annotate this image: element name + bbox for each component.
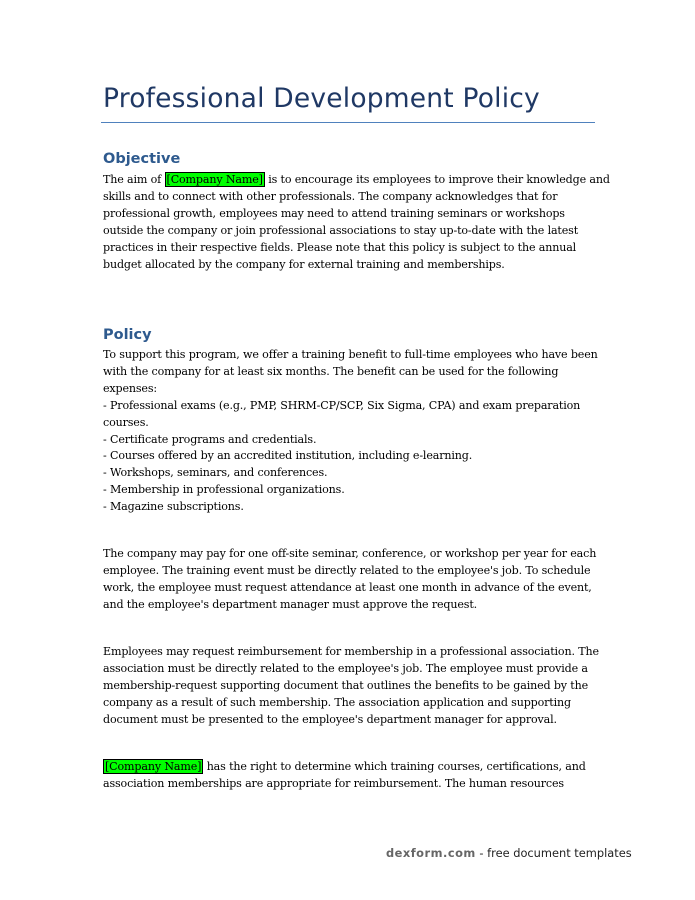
- line-text: The aim of: [103, 173, 165, 186]
- paragraph-line: practices in their respective fields. Please note that this policy is subject to the annual: [103, 240, 577, 254]
- line-text: has the right to determine which training courses, certifications, and: [203, 760, 586, 773]
- list-item: - Certificate programs and credentials.: [103, 432, 317, 446]
- paragraph-line: Employees may request reimbursement for membership in a professional association. The: [103, 645, 599, 658]
- paragraph-line: expenses:: [103, 381, 157, 395]
- policy-paragraph-benefits: [103, 347, 598, 516]
- paragraph-line: employee. The training event must be directly related to the employee's job. To schedule: [103, 563, 591, 577]
- paragraph-line: work, the employee must request attendance at least one month in advance of the event,: [103, 580, 592, 594]
- list-item: - Membership in professional organizations.: [103, 483, 345, 497]
- section-heading-objective: Objective: [103, 151, 181, 167]
- footer-attribution: [386, 846, 632, 860]
- paragraph-line: outside the company or join professional associations to stay up-to-date with the latest: [103, 223, 579, 237]
- paragraph-line: association must be directly related to the employee's job. The employee must provide a: [103, 661, 588, 675]
- section-heading-policy: Policy: [103, 327, 152, 343]
- paragraph-line: company as a result of such membership. The association application and supporting: [103, 695, 571, 709]
- paragraph-line: [103, 759, 598, 776]
- objective-paragraph: [103, 172, 610, 273]
- company-name-placeholder[interactable]: [Company Name]: [105, 760, 202, 773]
- footer-brand-link[interactable]: dexform.com: [386, 846, 476, 860]
- paragraph-line: membership-request supporting document that outlines the benefits to be gained by the: [103, 678, 589, 692]
- policy-paragraph-rights: [103, 759, 598, 793]
- paragraph-line: skills and to connect with other professionals. The company acknowledges that for: [103, 189, 558, 203]
- paragraph-line: with the company for at least six months. The benefit can be used for the following: [103, 364, 559, 378]
- list-item: - Courses offered by an accredited institution, including e-learning.: [103, 449, 473, 463]
- paragraph-line: The company may pay for one off-site seminar, conference, or workshop per year for each: [103, 547, 597, 560]
- paragraph-line: and the employee's department manager must approve the request.: [103, 597, 478, 611]
- paragraph-line: document must be presented to the employee's department manager for approval.: [103, 712, 557, 726]
- paragraph-line: [103, 172, 610, 189]
- footer-tagline: - free document templates: [475, 846, 632, 860]
- paragraph-line: budget allocated by the company for external training and memberships.: [103, 257, 505, 271]
- document-title: Professional Development Policy: [103, 83, 540, 114]
- policy-paragraph-seminar: [103, 546, 598, 614]
- paragraph-line: courses.: [103, 415, 149, 429]
- paragraph-line: professional growth, employees may need to attend training seminars or workshops: [103, 206, 565, 220]
- line-text: is to encourage its employees to improve their knowledge and: [264, 173, 610, 186]
- list-item: - Magazine subscriptions.: [103, 500, 244, 514]
- list-item: - Professional exams (e.g., PMP, SHRM-CP/SCP, Six Sigma, CPA) and exam preparation: [103, 398, 581, 412]
- policy-paragraph-membership: [103, 644, 598, 729]
- paragraph-line: To support this program, we offer a training benefit to full-time employees who have been: [103, 348, 598, 361]
- title-underline: [101, 122, 595, 123]
- paragraph-line: association memberships are appropriate for reimbursement. The human resources: [103, 776, 564, 790]
- company-name-placeholder[interactable]: [Company Name]: [166, 173, 263, 186]
- list-item: - Workshops, seminars, and conferences.: [103, 466, 328, 480]
